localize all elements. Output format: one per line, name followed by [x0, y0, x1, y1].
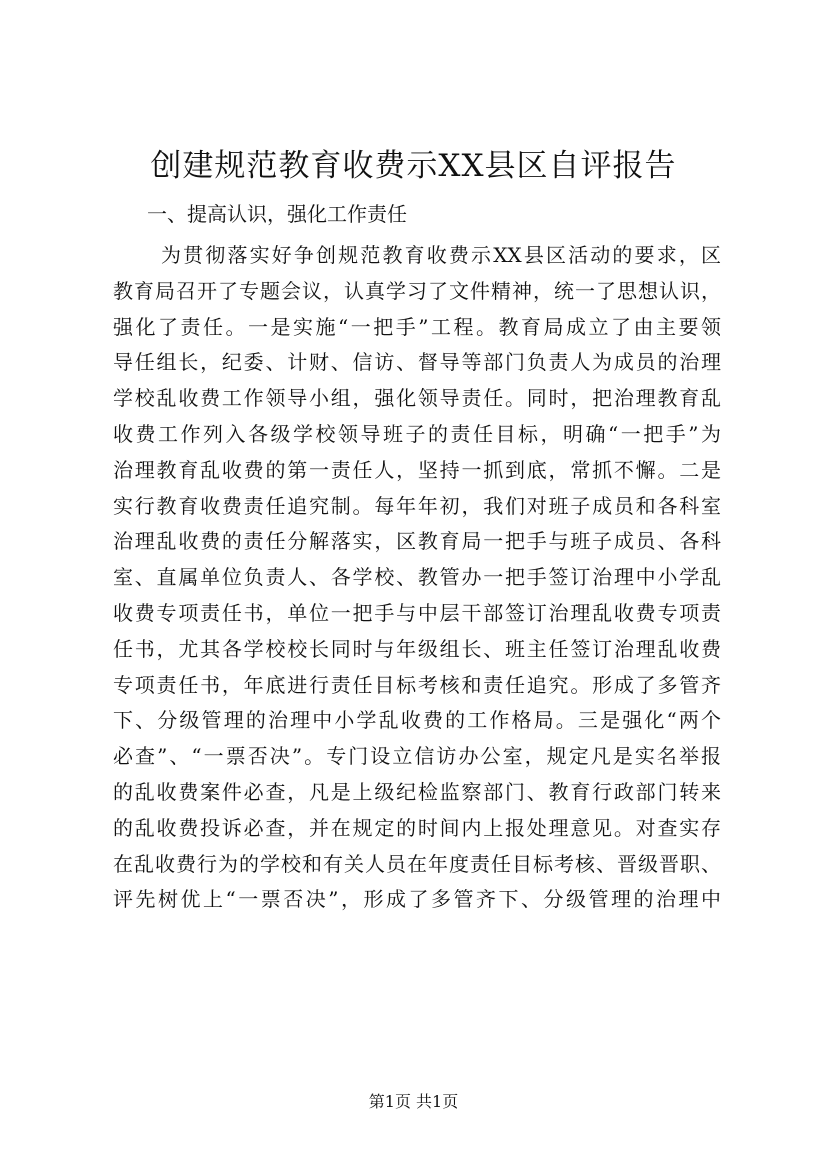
body-line: 下、分级管理的治理中小学乱收费的工作格局。三是强化“两个: [113, 708, 721, 733]
body-line: 教育局召开了专题会议，认真学习了文件精神，统一了思想认识，: [113, 278, 721, 303]
body-line: 在乱收费行为的学校和有关人员在年度责任目标考核、晋级晋职、: [113, 851, 721, 876]
body-line: 收费专项责任书，单位一把手与中层干部签订治理乱收费专项责: [113, 600, 721, 625]
body-line: 评先树优上“一票否决”，形成了多管齐下、分级管理的治理中: [113, 887, 721, 912]
body-line: 实行教育收费责任追究制。每年年初，我们对班子成员和各科室: [113, 493, 721, 518]
body-line: 的乱收费投诉必查，并在规定的时间内上报处理意见。对查实存: [113, 815, 721, 840]
body-line: 治理乱收费的责任分解落实，区教育局一把手与班子成员、各科: [113, 529, 721, 554]
page-footer: 第1页 共1页: [368, 1092, 459, 1111]
body-line: 专项责任书，年底进行责任目标考核和责任追究。形成了多管齐: [113, 672, 721, 697]
body-line: 学校乱收费工作领导小组，强化领导责任。同时，把治理教育乱: [113, 386, 721, 411]
body-line: 收费工作列入各级学校领导班子的责任目标，明确“一把手”为: [113, 421, 721, 446]
body-line: 室、直属单位负责人、各学校、教管办一把手签订治理中小学乱: [113, 565, 721, 590]
body-text: [113, 238, 721, 918]
body-line: 强化了责任。一是实施“一把手”工程。教育局成立了由主要领: [113, 314, 721, 339]
body-line: 的乱收费案件必查，凡是上级纪检监察部门、教育行政部门转来: [113, 779, 721, 804]
body-line: 为贯彻落实好争创规范教育收费示XX县区活动的要求，区: [161, 243, 721, 267]
section-heading: 一、提高认识，强化工作责任: [147, 202, 407, 226]
body-line: 治理教育乱收费的第一责任人，坚持一抓到底，常抓不懈。二是: [113, 457, 721, 482]
body-line: 导任组长，纪委、计财、信访、督导等部门负责人为成员的治理: [113, 350, 721, 375]
body-line: 必查”、“一票否决”。专门设立信访办公室，规定凡是实名举报: [113, 744, 721, 769]
document-title: 创建规范教育收费示XX县区自评报告: [150, 148, 677, 184]
body-line: 任书，尤其各学校校长同时与年级组长、班主任签订治理乱收费: [113, 636, 721, 661]
